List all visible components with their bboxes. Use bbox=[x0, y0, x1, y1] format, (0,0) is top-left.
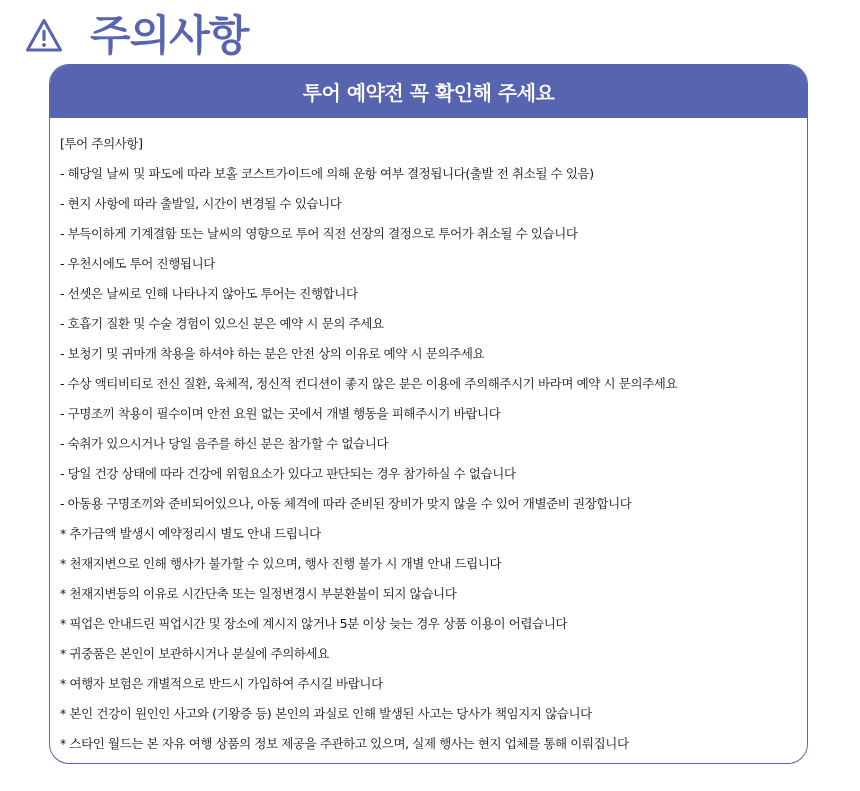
notice-item: * 본인 건강이 원인인 사고와 (기왕증 등) 본인의 과실로 인해 발생된 사고는 당사가 책임지지 않습니다 bbox=[60, 706, 592, 721]
notice-item: * 픽업은 안내드린 픽업시간 및 장소에 계시지 않거나 5분 이상 늦는 경우 상품 이용이 어렵습니다 bbox=[60, 616, 568, 631]
notice-item: - 숙취가 있으시거나 당일 음주를 하신 분은 참가할 수 없습니다 bbox=[60, 436, 389, 451]
notice-heading: [투어 주의사항] bbox=[60, 136, 143, 151]
notice-list bbox=[50, 118, 807, 759]
banner-title: 투어 예약전 꼭 확인해 주세요 bbox=[302, 81, 555, 105]
notice-item: - 우천시에도 투어 진행됩니다 bbox=[60, 256, 215, 271]
notice-item: * 천재지변으로 인해 행사가 불가할 수 있으며, 행사 진행 불가 시 개별 안내 드립니다 bbox=[60, 556, 502, 571]
notice-item: - 구명조끼 착용이 필수이며 안전 요원 없는 곳에서 개별 행동을 피해주시기 바랍니다 bbox=[60, 406, 501, 421]
page-title: 주의사항 bbox=[90, 11, 249, 60]
notice-item: - 현지 사항에 따라 출발일, 시간이 변경될 수 있습니다 bbox=[60, 196, 342, 211]
notice-box bbox=[49, 64, 808, 764]
notice-item: - 보청기 및 귀마개 착용을 하셔야 하는 분은 안전 상의 이유로 예약 시 문의주세요 bbox=[60, 346, 485, 361]
notice-item: - 수상 액티비티로 전신 질환, 육체적, 정신적 컨디션이 좋지 않은 분은 이용에 주의해주시기 바라며 예약 시 문의주세요 bbox=[60, 376, 678, 391]
notice-item: - 해당일 날씨 및 파도에 따라 보홀 코스트가이드에 의해 운항 여부 결정됩니다(출발 전 취소될 수 있음) bbox=[60, 166, 594, 181]
notice-item: - 호흡기 질환 및 수술 경험이 있으신 분은 예약 시 문의 주세요 bbox=[60, 316, 384, 331]
notice-item: * 여행자 보험은 개별적으로 반드시 가입하여 주시길 바랍니다 bbox=[60, 676, 383, 691]
warning-triangle-icon bbox=[24, 16, 64, 56]
notice-item: - 당일 건강 상태에 따라 건강에 위험요소가 있다고 판단되는 경우 참가하실 수 없습니다 bbox=[60, 466, 516, 481]
notice-item: - 부득이하게 기계결함 또는 날씨의 영향으로 투어 직전 선장의 결정으로 투어가 취소될 수 있습니다 bbox=[60, 226, 578, 241]
notice-banner bbox=[50, 65, 807, 118]
notice-item: * 스타인 월드는 본 자유 여행 상품의 정보 제공을 주관하고 있으며, 실제 행사는 현지 업체를 통해 이뤄집니다 bbox=[60, 736, 629, 751]
notice-item: * 귀중품은 본인이 보관하시거나 분실에 주의하세요 bbox=[60, 646, 329, 661]
notice-item: - 아동용 구명조끼와 준비되어있으나, 아동 체격에 따라 준비된 장비가 맞지 않을 수 있어 개별준비 권장합니다 bbox=[60, 496, 632, 511]
notice-item: * 천재지변등의 이유로 시간단축 또는 일정변경시 부분환불이 되지 않습니다 bbox=[60, 586, 457, 601]
notice-item: - 선셋은 날씨로 인해 나타나지 않아도 투어는 진행합니다 bbox=[60, 286, 358, 301]
page-header bbox=[24, 8, 248, 64]
notice-item: * 추가금액 발생시 예약정리시 별도 안내 드립니다 bbox=[60, 526, 321, 541]
